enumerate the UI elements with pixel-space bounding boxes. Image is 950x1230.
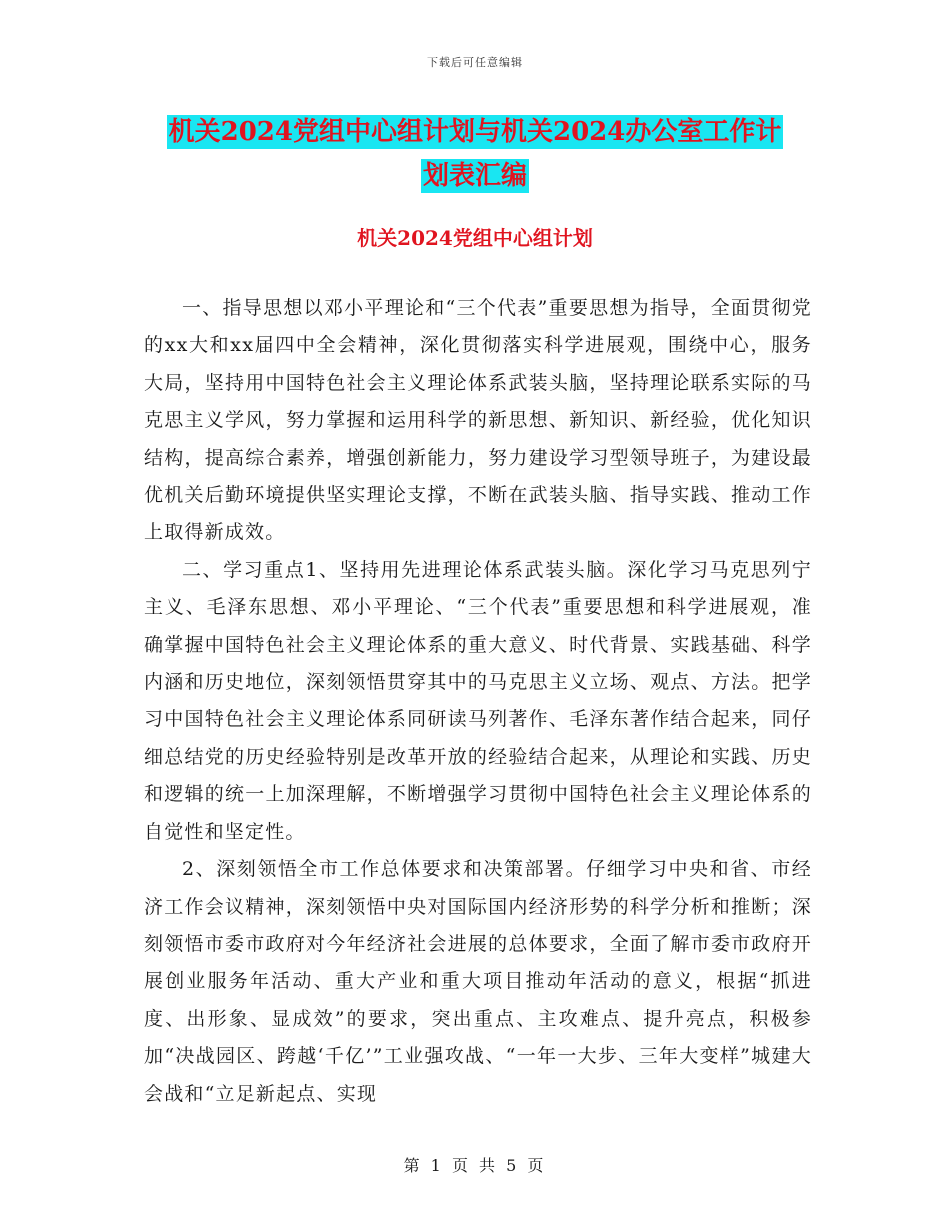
header-note: 下载后可任意编辑 [427, 56, 523, 69]
document-title-line-1: 机关2024党组中心组计划与机关2024办公室工作计 [168, 117, 782, 147]
page-footer: 第 1 页 共 5 页 [403, 1156, 547, 1175]
paragraph-guiding-ideology: 一、指导思想以邓小平理论和“三个代表”重要思想为指导，全面贯彻党的xx大和xx届四中全会精神，深化贯彻落实科学进展观，围绕中心，服务大局，坚持用中国特色社会主义理论体系武装头脑，坚持理论联系实际的马克思主义学风，努力掌握和运用科学的新思想、新知识、新经验，优化知识结构，提高综合素养，增强创新能力，努力建设学习型领导班子，为建设最优机关后勤环境提供坚实理论支撑，不断在武装头脑、指导实践、推动工作上取得新成效。 [144, 297, 812, 544]
paragraph-study-focus-2: 2、深刻领悟全市工作总体要求和决策部署。仔细学习中央和省、市经济工作会议精神，深刻领悟中央对国际国内经济形势的科学分析和推断；深刻领悟市委市政府对今年经济社会进展的总体要求，全面了解市委市政府开展创业服务年活动、重大产业和重大项目推动年活动的意义，根据“抓进度、出形象、显成效”的要求，突出重点、主攻难点、提升亮点，积极参加“决战园区、跨越‘千亿’”工业强攻战、“一年一大步、三年大变样”城建大会战和“立足新起点、实现 [144, 858, 812, 1105]
document-title [0, 110, 950, 198]
document-body [144, 290, 812, 1113]
section-title: 机关2024党组中心组计划 [357, 226, 593, 250]
paragraph-study-focus-1: 二、学习重点1、坚持用先进理论体系武装头脑。深化学习马克思列宁主义、毛泽东思想、邓小平理论、“三个代表”重要思想和科学进展观，准确掌握中国特色社会主义理论体系的重大意义、时代背景、实践基础、科学内涵和历史地位，深刻领悟贯穿其中的马克思主义立场、观点、方法。把学习中国特色社会主义理论体系同研读马列著作、毛泽东著作结合起来，同仔细总结党的历史经验特别是改革开放的经验结合起来，从理论和实践、历史和逻辑的统一上加深理解，不断增强学习贯彻中国特色社会主义理论体系的自觉性和坚定性。 [144, 558, 812, 843]
document-title-line-2: 划表汇编 [422, 161, 527, 191]
